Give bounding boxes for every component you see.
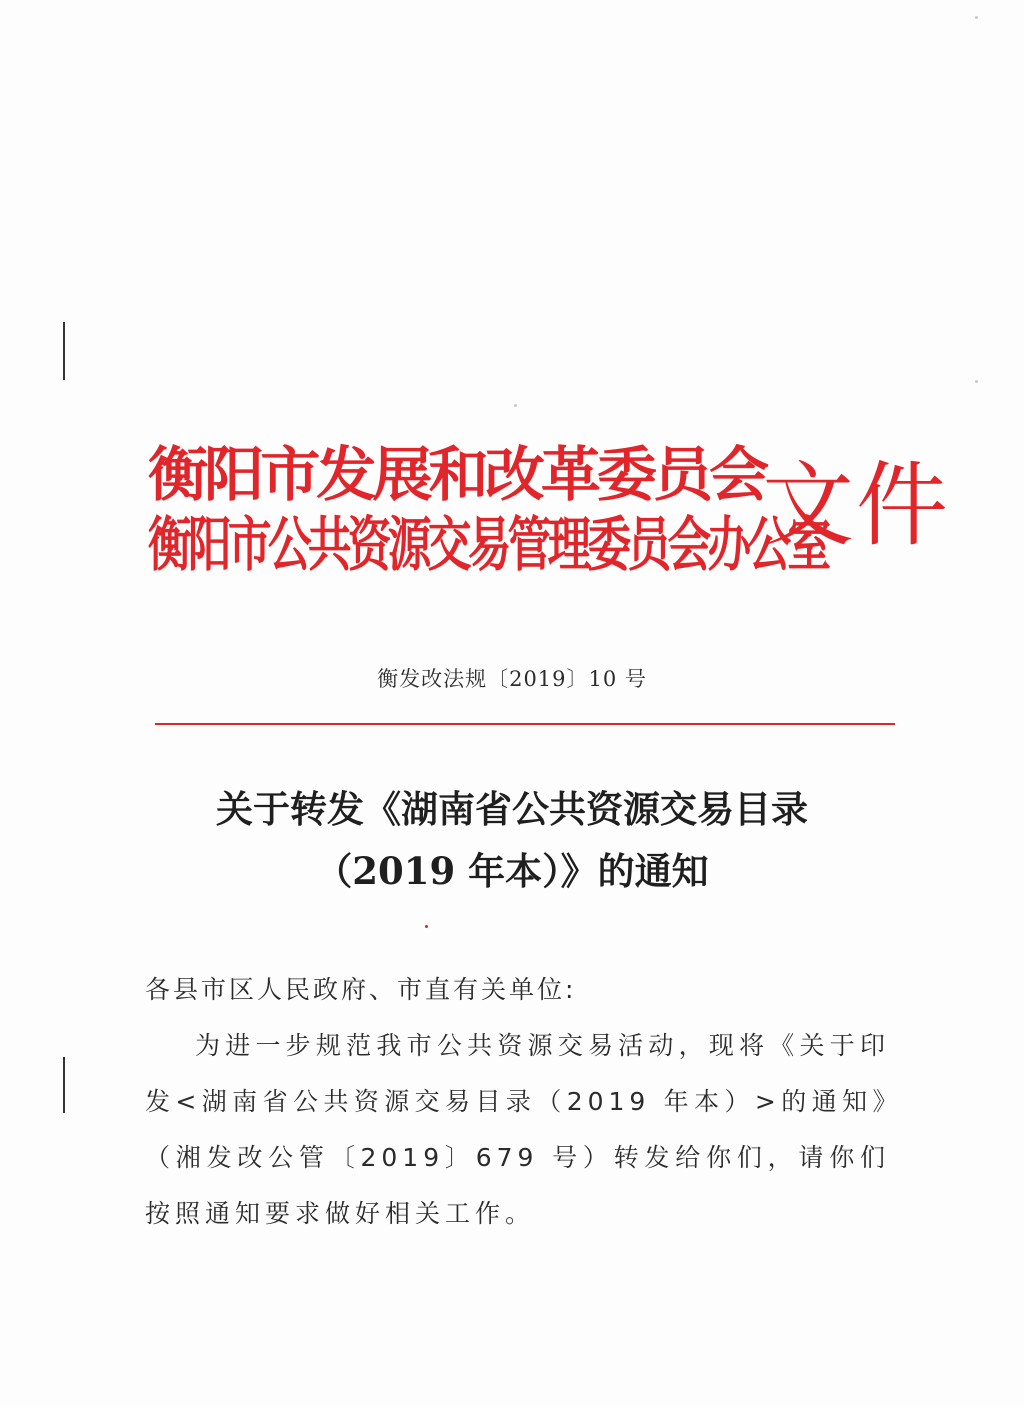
scan-speck (514, 404, 517, 407)
document-title (0, 778, 1024, 902)
scan-speck (975, 16, 978, 19)
title-line-2: （2019 年本）》的通知 (315, 849, 709, 893)
binding-mark-bottom (63, 1057, 65, 1113)
issuing-authorities (148, 440, 828, 580)
title-line-1: 关于转发《湖南省公共资源交易目录 (216, 787, 808, 831)
binding-mark-top (63, 322, 65, 380)
document-type-label: 文件 (762, 452, 951, 559)
body-paragraph: 为进一步规范我市公共资源交易活动，现将《关于印发<湖南省公共资源交易目录（2019 年本）>的通知》（湘发改公管〔2019〕679 号）转发给你们，请你们按照通知要求做好相关工作。 (145, 1031, 890, 1228)
scan-speck (975, 380, 978, 383)
red-separator-line (155, 723, 895, 725)
salutation: 各县市区人民政府、市直有关单位: (145, 975, 577, 1004)
issuer-line-1: 衡阳市发展和改革委员会 (148, 440, 766, 509)
issuer-line-2: 衡阳市公共资源交易管理委员会办公室 (148, 510, 828, 579)
document-number: 衡发改法规〔2019〕10 号 (377, 667, 647, 691)
red-mark (425, 925, 428, 928)
document-body (145, 962, 890, 1242)
